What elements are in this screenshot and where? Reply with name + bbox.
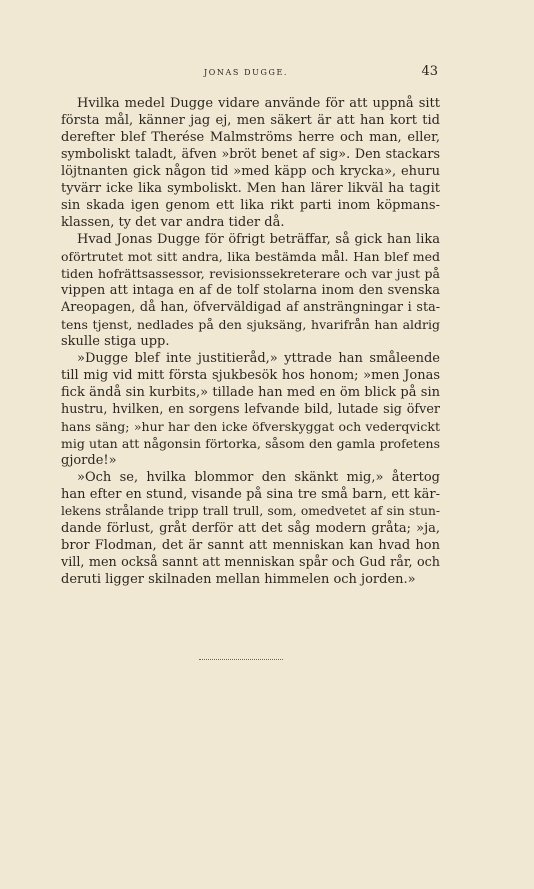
text-line: mig utan att någonsin förtorka, såsom den gamla profetens: [61, 436, 440, 451]
text-line: tens tjenst, nedlades på den sjuksäng, hvarifrån han aldrig: [61, 317, 440, 332]
text-line: han efter en stund, visande på sina tre små barn, ett kär-: [61, 487, 440, 502]
text-line: första mål, känner jag ej, men säkert är att han kort tid: [61, 113, 440, 128]
text-line: dande förlust, gråt derför att det såg modern gråta; »ja,: [61, 521, 440, 536]
text-line: »Dugge blef inte justitieråd,» yttrade han småleende: [77, 351, 440, 366]
text-line: hans säng; »hur har den icke öfverskyggat och vederqvickt: [61, 419, 440, 434]
text-line: gjorde!»: [61, 453, 117, 468]
text-line: Areopagen, då han, öfverväldigad af ansträngningar i sta-: [61, 300, 440, 315]
text-line: tiden hofrättsassessor, revisionssekreterare och var just på: [61, 266, 440, 281]
text-line: tyvärr icke lika symboliskt. Men han lärer likväl ha tagit: [61, 181, 440, 196]
body-text: [61, 95, 440, 588]
page-number: 43: [421, 64, 438, 79]
text-line: löjtnanten gick någon tid »med käpp och krycka», ehuru: [61, 164, 440, 179]
text-line: »Och se, hvilka blommor den skänkt mig,» återtog: [77, 470, 440, 485]
text-line: vill, men också sannt att menniskan spår och Gud rår, och: [61, 555, 440, 570]
text-line: derefter blef Therése Malmströms herre och man, eller,: [61, 130, 440, 145]
text-line: klassen, ty det var andra tider då.: [61, 215, 285, 230]
text-line: deruti ligger skilnaden mellan himmelen och jorden.»: [61, 572, 416, 587]
text-line: symboliskt taladt, äfven »bröt benet af sig». Den stackars: [61, 147, 440, 162]
text-line: till mig vid mitt första sjukbesök hos honom; »men Jonas: [61, 368, 440, 383]
section-end-rule: [199, 659, 283, 660]
text-line: oförtrutet mot sitt andra, lika bestämda mål. Han blef med: [61, 249, 440, 264]
text-line: Hvad Jonas Dugge för öfrigt beträffar, så gick han lika: [77, 232, 440, 247]
text-line: bror Flodman, det är sannt att menniskan kan hvad hon: [61, 538, 440, 553]
running-head: JONAS DUGGE.: [203, 68, 289, 77]
text-line: fick ändå sin kurbits,» tillade han med en öm blick på sin: [61, 385, 440, 400]
text-line: skulle stiga upp.: [61, 334, 170, 349]
text-line: hustru, hvilken, en sorgens lefvande bild, lutade sig öfver: [61, 402, 440, 417]
text-line: sin skada igen genom ett lika rikt parti inom köpmans-: [61, 198, 440, 213]
text-line: lekens strålande tripp trall trull, som, omedvetet af sin stun-: [61, 504, 440, 518]
text-line: Hvilka medel Dugge vidare använde för att uppnå sitt: [77, 96, 440, 111]
text-line: vippen att intaga en af de tolf stolarna inom den svenska: [61, 283, 440, 298]
